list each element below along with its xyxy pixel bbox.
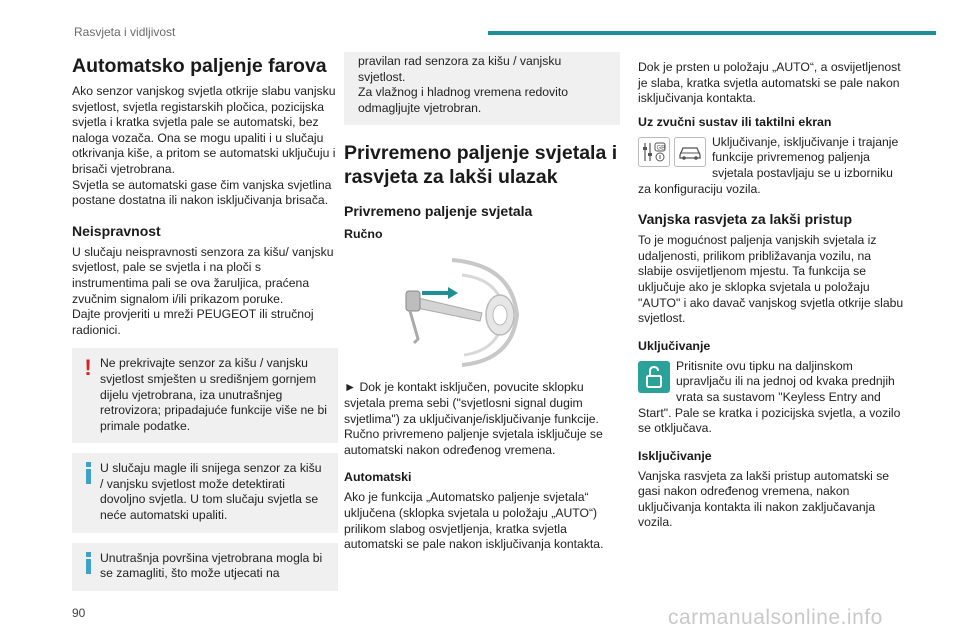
heading-audio-system: Uz zvučni sustav ili taktilni ekran bbox=[638, 114, 832, 129]
automatic-paragraph: Ako je funkcija „Automatsko paljenje svjetala“ uključena (sklopka svjetala u položaju „AUTO“) prilikom slabog osvjetljenja, kratka svjetla automatski se pale nakon isključivanja kontakta. bbox=[344, 490, 604, 552]
column-1 bbox=[72, 54, 338, 591]
warning-box bbox=[72, 348, 338, 443]
info-cont-1: pravilan rad senzora za kišu / vanjsku svjetlost. bbox=[358, 54, 562, 84]
warning-text: Ne prekrivajte senzor za kišu / vanjsku svjetlost smješten u središnjem gornjem dijelu vjetrobrana, iza unutrašnjeg retrovizora; pripadajuće funkcije više ne bi primale podatke. bbox=[100, 356, 327, 433]
column-3 bbox=[638, 60, 908, 531]
manual-paragraph: ► Dok je kontakt isključen, povucite sklopku svjetala prema sebi ("svjetlosni signal dugim svjetlima") za uključivanje/isključivanje funkcije. Ručno privremeno paljenje svjetala isključuje se automatski nakon određenog vremena. bbox=[344, 380, 603, 457]
heading-guide-me-home: Privremeno paljenje svjetala i rasvjeta za lakši ulazak bbox=[344, 142, 618, 189]
activation-block bbox=[638, 359, 908, 437]
warning-icon: ! bbox=[84, 355, 92, 381]
column-2 bbox=[344, 54, 620, 553]
fault-paragraph: U slučaju neispravnosti senzora za kišu/ vanjsku svjetlost, pale se svjetla i na ploči s instrumentima pali se ova žaruljica, praćena zvučnim signalom i/ili prikazom poruke. bbox=[72, 244, 334, 306]
heading-temporary-lighting: Privremeno paljenje svjetala bbox=[344, 203, 533, 220]
info-box-continued bbox=[344, 52, 620, 125]
activation-paragraph: Pritisnite ovu tipku na daljinskom upravljaču ili na jednoj od kvaka prednjih vrata sa sustavom "Keyless Entry and Start". Pale se kratka i pozicijska svjetla, a vozilo se otključava. bbox=[638, 358, 901, 436]
heading-automatic-headlamps: Automatsko paljenje farova bbox=[72, 55, 327, 77]
svg-text:GB: GB bbox=[656, 145, 666, 152]
info-text-1: U slučaju magle ili snijega senzor za kišu / vanjsku svjetlost može detektirati dovoljno svjetla. U tom slučaju svjetla se neće automatski upaliti. bbox=[100, 461, 322, 523]
audio-paragraph: Uključivanje, isključivanje i trajanje funkcije privremenog paljenja svjetala postavljaju se u izborniku za konfiguraciju vozila. bbox=[638, 134, 899, 196]
heading-deactivation: Isključivanje bbox=[638, 448, 712, 463]
audio-settings-icon bbox=[638, 137, 670, 167]
heading-exterior-welcome: Vanjska rasvjeta za lakši pristup bbox=[638, 211, 853, 228]
info-box-2 bbox=[72, 543, 338, 591]
intro-paragraph-2: Svjetla se automatski gase čim vanjska svjetlina postane dostatna ili nakon isključivanja brisača. bbox=[72, 177, 332, 208]
auto-ring-paragraph: Dok je prsten u položaju „AUTO“, a osvijetljenost je slaba, kratka svjetla automatski se pale nakon isključivanja kontakta. bbox=[638, 60, 901, 106]
info-text-2: Unutrašnja površina vjetrobrana mogla bi se zamagliti, što može utjecati na bbox=[100, 550, 323, 581]
exterior-paragraph: To je mogućnost paljenja vanjskih svjetala iz udaljenosti, prilikom približavanja vozilu, na slabije osvijetljenom mjestu. Ta funkcija se uključuje ako je sklopka svjetala u položaju "AUTO" i ako davač vanjskog svjetla otkrije slabu svjetlost. bbox=[638, 233, 904, 326]
fault-paragraph-2: Dajte provjeriti u mreži PEUGEOT ili stručnoj radionici. bbox=[72, 307, 314, 337]
page-number: 90 bbox=[72, 606, 86, 620]
info-cont-2: Za vlažnog i hladnog vremena redovito odmagljujte vjetrobran. bbox=[358, 85, 569, 115]
watermark: carmanualsonline.info bbox=[668, 606, 883, 629]
deactivation-paragraph: Vanjska rasvjeta za lakši pristup automatski se gasi nakon određenog vremena, nakon uključivanja kontakta ili nakon zaključavanja vozila. bbox=[638, 468, 890, 530]
heading-manual: Ručno bbox=[344, 227, 383, 242]
steering-stalk-illustration bbox=[392, 255, 522, 367]
info-icon bbox=[82, 462, 94, 486]
intro-paragraph: Ako senzor vanjskog svjetla otkrije slabu vanjsku svjetlost, svjetla registarskih pločica, pozicijska svjetla i kratka svjetla pale se automatski, bez naloga vozača. Ona se mogu upaliti i u slučaju otkrivanja kiše, a pritom se automatski uključuju i brisači vjetrobrana. bbox=[72, 84, 336, 176]
unlock-icon bbox=[638, 361, 670, 393]
section-title: Rasvjeta i vidljivost bbox=[74, 25, 176, 39]
heading-fault: Neispravnost bbox=[72, 222, 161, 239]
heading-activation: Uključivanje bbox=[638, 338, 711, 353]
info-box-1 bbox=[72, 453, 338, 532]
header-accent-bar bbox=[488, 31, 936, 35]
heading-automatic: Automatski bbox=[344, 470, 412, 485]
car-settings-icon bbox=[674, 137, 706, 167]
info-icon bbox=[82, 552, 94, 576]
audio-settings-block bbox=[638, 135, 908, 197]
